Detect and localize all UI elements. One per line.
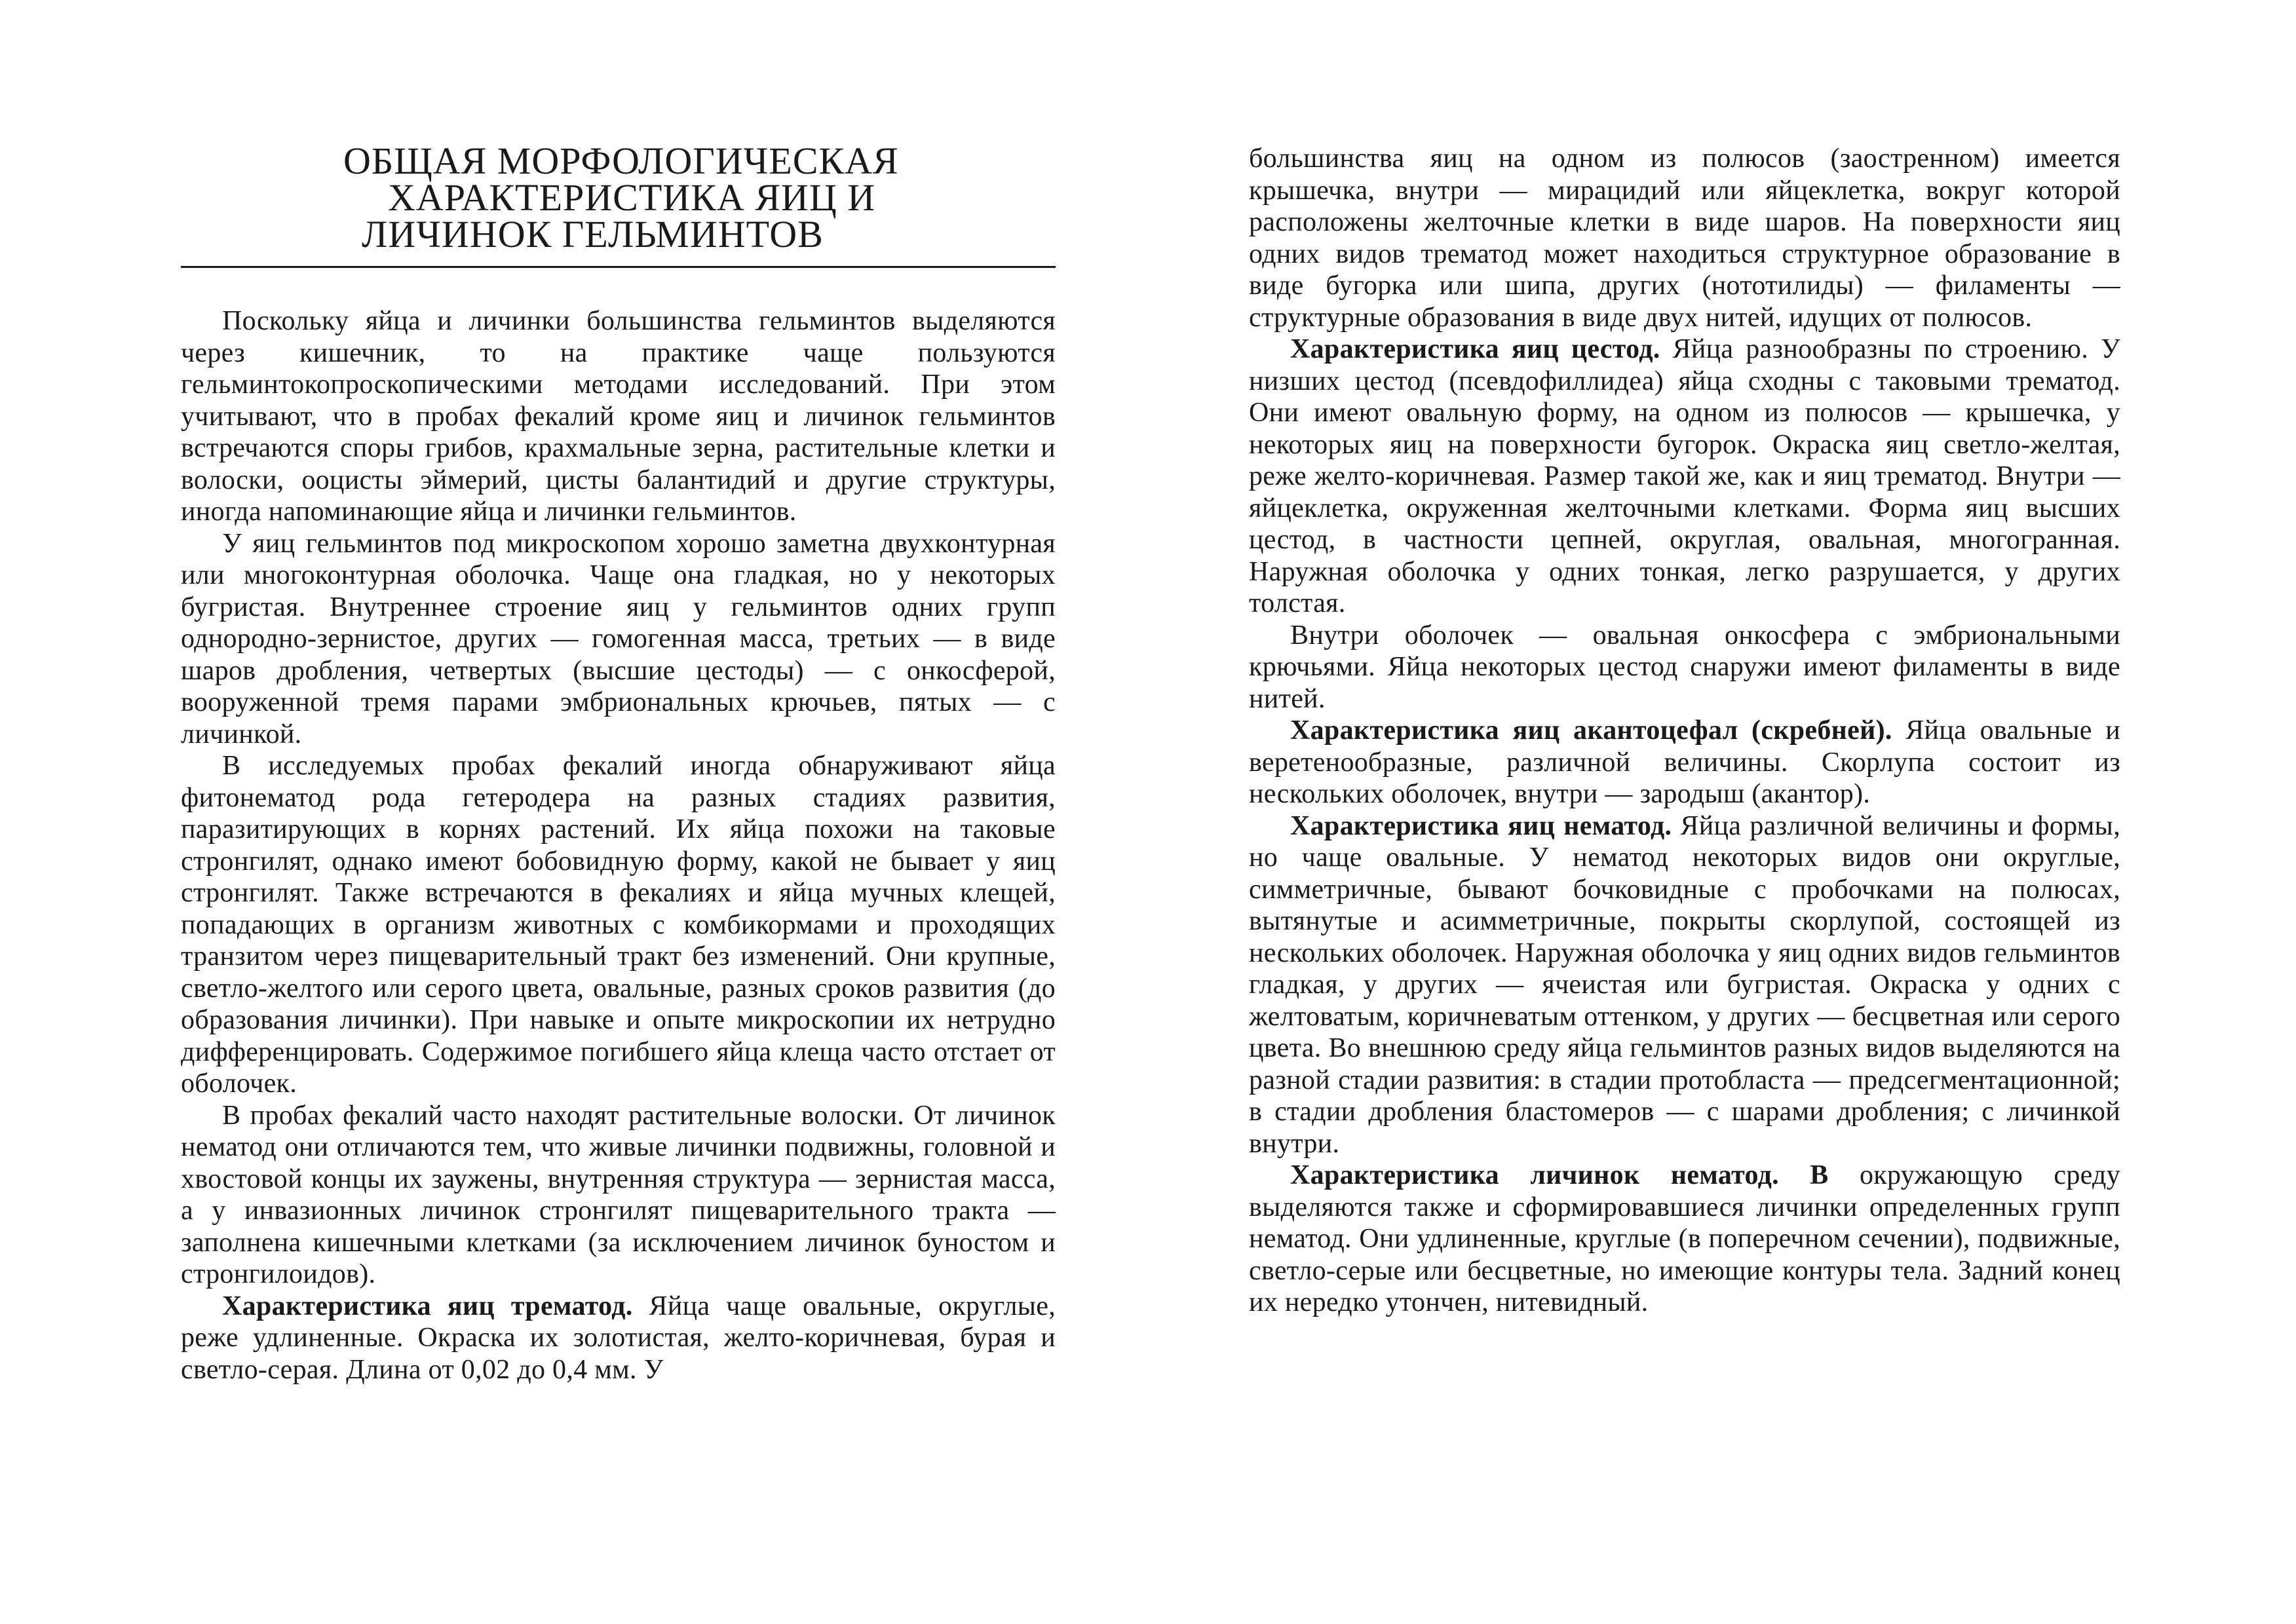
paragraph-continued: большинства яиц на одном из полюсов (заостренном) имеется крышечка, внутри — мирацидий или яйцеклетка, вокруг которой расположены желточные клетки в виде шаров. На поверхности яиц одних видов трематод может находиться структурное образование в виде бугорка или шипа, других (нототилиды) — филаменты — структурные образования в виде двух нитей, идущих от полюсов. — [1249, 143, 2120, 333]
paragraph-text: Яйца овальные и веретенообразные, различной величины. Скорлупа состоит из нескольких оболочек, внутри — зародыш (акантор). — [1249, 715, 2121, 809]
paragraph-text: Яйца разнообразны по строению. У низших цестод (псевдофиллидеа) яйца сходны с таковыми трематод. Они имеют овальную форму, на одном из полюсов — крышечка, у некоторых яиц на поверхности бугорок. Окраска яиц светло-желтая, реже желто-коричневая. Размер такой же, как и яиц трематод. Внутри — яйцеклетка, окруженная желточными клетками. Форма яиц высших цестод, в частности цепней, округлая, овальная, многогранная. Наружная оболочка у одних тонкая, легко разрушается, у других толстая. — [1249, 334, 2120, 618]
paragraph: В пробах фекалий часто находят растительные волоски. От личинок нематод они отличаются тем, что живые личинки подвижны, головной и хвостовой концы их заужены, внутренняя структура — зернистая масса, а у инвазионных личинок стронгилят пищеварительного тракта — заполнена кишечными клетками (за исключением личинок буностом и стронгилоидов). — [181, 1100, 1056, 1289]
paragraph-text: Яйца различной величины и формы, но чаще овальные. У нематод некоторых видов они округлые, симметричные, бывают бочковидные с пробочками на полюсах, вытянутые и асимметричные, покрыты скорлупой, состоящей из нескольких оболочек. Наружная оболочка у яиц одних видов гельминтов гладкая, у других — ячеистая или бугристая. Окраска у одних с желтоватым, коричневатым оттенком, у других — бесцветная или серого цвета. Во внешнюю среду яйца гельминтов разных видов выделяются на разной стадии развития: в стадии протобласта — предсегментационной; в стадии дробления бластомеров — с шарами дробления; с личинкой внутри. — [1249, 810, 2120, 1159]
paragraph — [1249, 1160, 2120, 1319]
left-page-body — [181, 305, 1056, 1386]
paragraph: Внутри оболочек — овальная онкосфера с эмбриональными крючьями. Яйца некоторых цестод снаружи имеют филаменты в виде нитей. — [1249, 620, 2120, 714]
right-page-body — [1249, 143, 2120, 1319]
paragraph: В исследуемых пробах фекалий иногда обнаруживают яйца фитонематод рода гетеродера на разных стадиях развития, паразитирующих в корнях растений. Их яйца похожи на таковые стронгилят, однако имеют бобовидную форму, какой не бывает у яиц стронгилят. Также встречаются в фекалиях и яйца мучных клещей, попадающих в организм животных с комбикормами и проходящих транзитом через пищеварительный тракт без изменений. Они крупные, светло-желтого или серого цвета, овальные, разных сроков развития (до образования личинки). При навыке и опыте микроскопии их нетрудно дифференцировать. Содержимое погибшего яйца клеща часто отстает от оболочек. — [181, 751, 1056, 1099]
paragraph — [1249, 333, 2120, 620]
run-in-heading: Характеристика личинок нематод. В — [1290, 1160, 1829, 1190]
title-underline-rule — [181, 266, 1056, 268]
paragraph: У яиц гельминтов под микроскопом хорошо заметна двухконтурная или многоконтурная оболочка. Чаще она гладкая, но у некоторых бугристая. Внутреннее строение яиц у гельминтов одних групп однородно-зернистое, других — гомогенная масса, третьих — в виде шаров дробления, четвертых (высшие цестоды) — с онкосферой, вооруженной тремя парами эмбриональных крючьев, пятых — с личинкой. — [181, 528, 1056, 749]
paragraph: Поскольку яйца и личинки большинства гельминтов выделяются через кишечник, то на практике чаще пользуются гельминтокопроскопическими методами исследований. При этом учитывают, что в пробах фекалий кроме яиц и личинок гельминтов встречаются споры грибов, крахмальные зерна, растительные клетки и волоски, ооцисты эймерий, цисты балантидий и другие структуры, иногда напоминающие яйца и личинки гельминтов. — [181, 306, 1056, 527]
paragraph — [1249, 715, 2120, 810]
paragraph — [181, 1291, 1056, 1386]
paragraph-text: Яйца чаще овальные, округлые, реже удлиненные. Окраска их золотистая, желто-коричневая, бурая и светло-серая. Длина от 0,02 до 0,4 мм. У — [181, 1291, 1056, 1385]
title-line-1: ОБЩАЯ МОРФОЛОГИЧЕСКАЯ — [343, 140, 899, 182]
paragraph — [1249, 810, 2120, 1160]
run-in-heading: Характеристика яиц трематод. — [222, 1291, 633, 1321]
title-line-3: ЛИЧИНОК ГЕЛЬМИНТОВ — [362, 213, 824, 255]
paragraph-text: окружающую среду выделяются также и сформировавшиеся личинки определенных групп нематод. Они удлиненные, круглые (в поперечном сечении), подвижные, светло-серые или бесцветные, но имеющие контуры тела. Задний конец их нередко утончен, нитевидный. — [1249, 1160, 2120, 1317]
run-in-heading: Характеристика яиц акантоцефал (скребней). — [1290, 715, 1892, 746]
run-in-heading: Характеристика яиц цестод. — [1290, 334, 1660, 364]
title-line-2: ХАРАКТЕРИСТИКА ЯИЦ И — [388, 176, 876, 219]
chapter-title — [181, 140, 1056, 255]
run-in-heading: Характеристика яиц нематод. — [1290, 810, 1672, 841]
